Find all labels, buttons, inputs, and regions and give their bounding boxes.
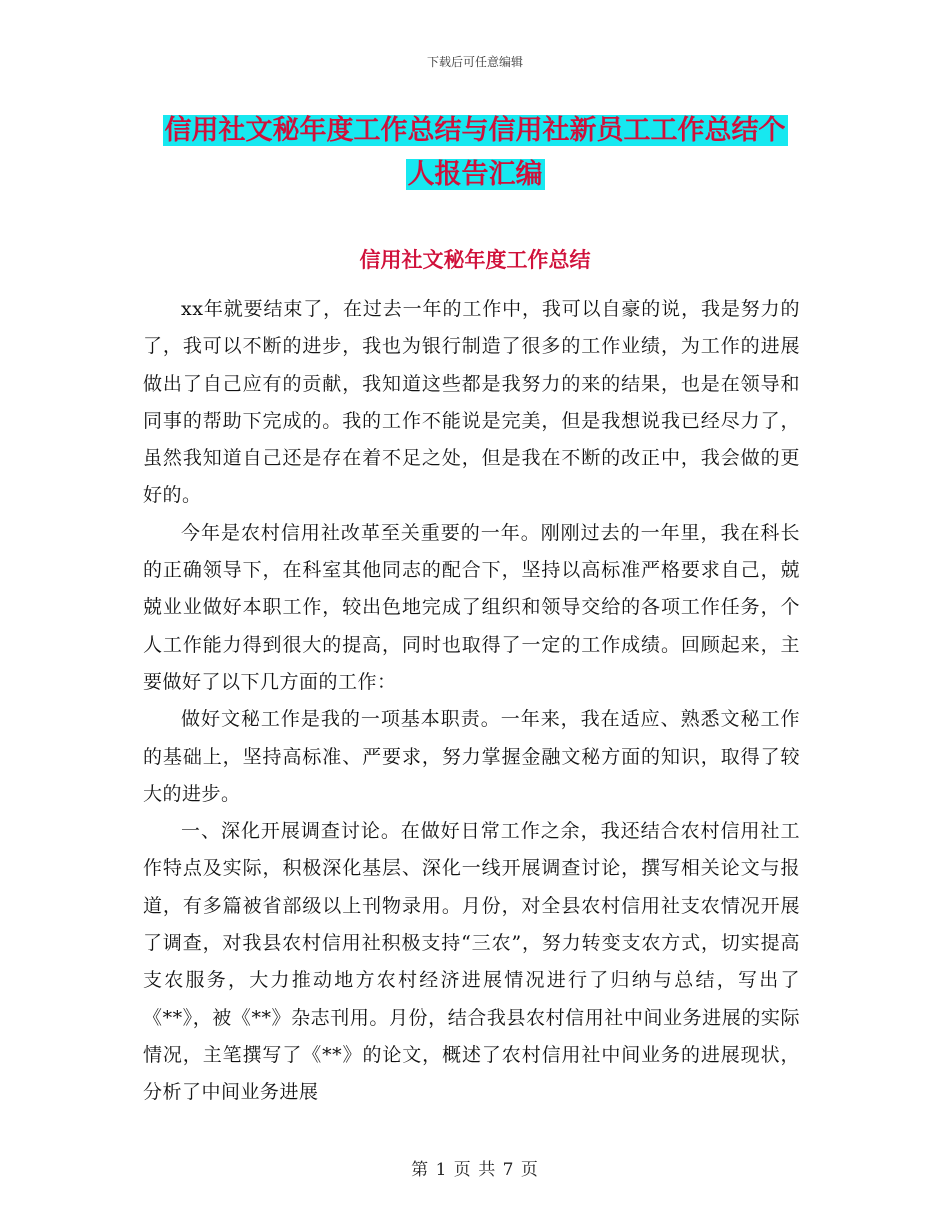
document-title-line-1-text: 信用社文秘年度工作总结与信用社新员工工作总结个 (164, 115, 786, 146)
body-paragraph: 做好文秘工作是我的一项基本职责。一年来，我在适应、熟悉文秘工作的基础上，坚持高标准、严要求，努力掌握金融文秘方面的知识，取得了较大的进步。 (143, 708, 800, 805)
document-body (143, 291, 800, 1112)
body-paragraph: 今年是农村信用社改革至关重要的一年。刚刚过去的一年里，我在科长的正确领导下，在科室其他同志的配合下，坚持以高标准严格要求自己，兢兢业业做好本职工作，较出色地完成了组织和领导交给的各项工作任务，个人工作能力得到很大的提高，同时也取得了一定的工作成绩。回顾起来，主要做好了以下几方面的工作： (143, 521, 800, 693)
page-number-footer: 第 1 页 共 7 页 (411, 1160, 539, 1180)
document-title-line-2 (0, 152, 950, 198)
body-paragraph: xx年就要结束了，在过去一年的工作中，我可以自豪的说，我是努力的了，我可以不断的进步，我也为银行制造了很多的工作业绩，为工作的进展做出了自己应有的贡献，我知道这些都是我努力的来的结果，也是在领导和同事的帮助下完成的。我的工作不能说是完美，但是我想说我已经尽力了，虽然我知道自己还是存在着不足之处，但是我在不断的改正中，我会做的更好的。 (143, 298, 800, 507)
body-paragraph: 一、深化开展调查讨论。在做好日常工作之余，我还结合农村信用社工作特点及实际，积极深化基层、深化一线开展调查讨论，撰写相关论文与报道，有多篇被省部级以上刊物录用。月份，对全县农村信用社支农情况开展了调查，对我县农村信用社积极支持“三农”，努力转变支农方式，切实提高支农服务，大力推动地方农村经济进展情况进行了归纳与总结，写出了《**》，被《**》杂志刊用。月份，结合我县农村信用社中间业务进展的实际情况，主笔撰写了《**》的论文，概述了农村信用社中间业务的进展现状，分析了中间业务进展 (143, 820, 800, 1104)
document-title-line-2-text: 人报告汇编 (407, 159, 543, 190)
section-title: 信用社文秘年度工作总结 (359, 247, 591, 272)
document-title-line-1 (0, 108, 950, 154)
header-note: 下载后可任意编辑 (426, 55, 523, 69)
